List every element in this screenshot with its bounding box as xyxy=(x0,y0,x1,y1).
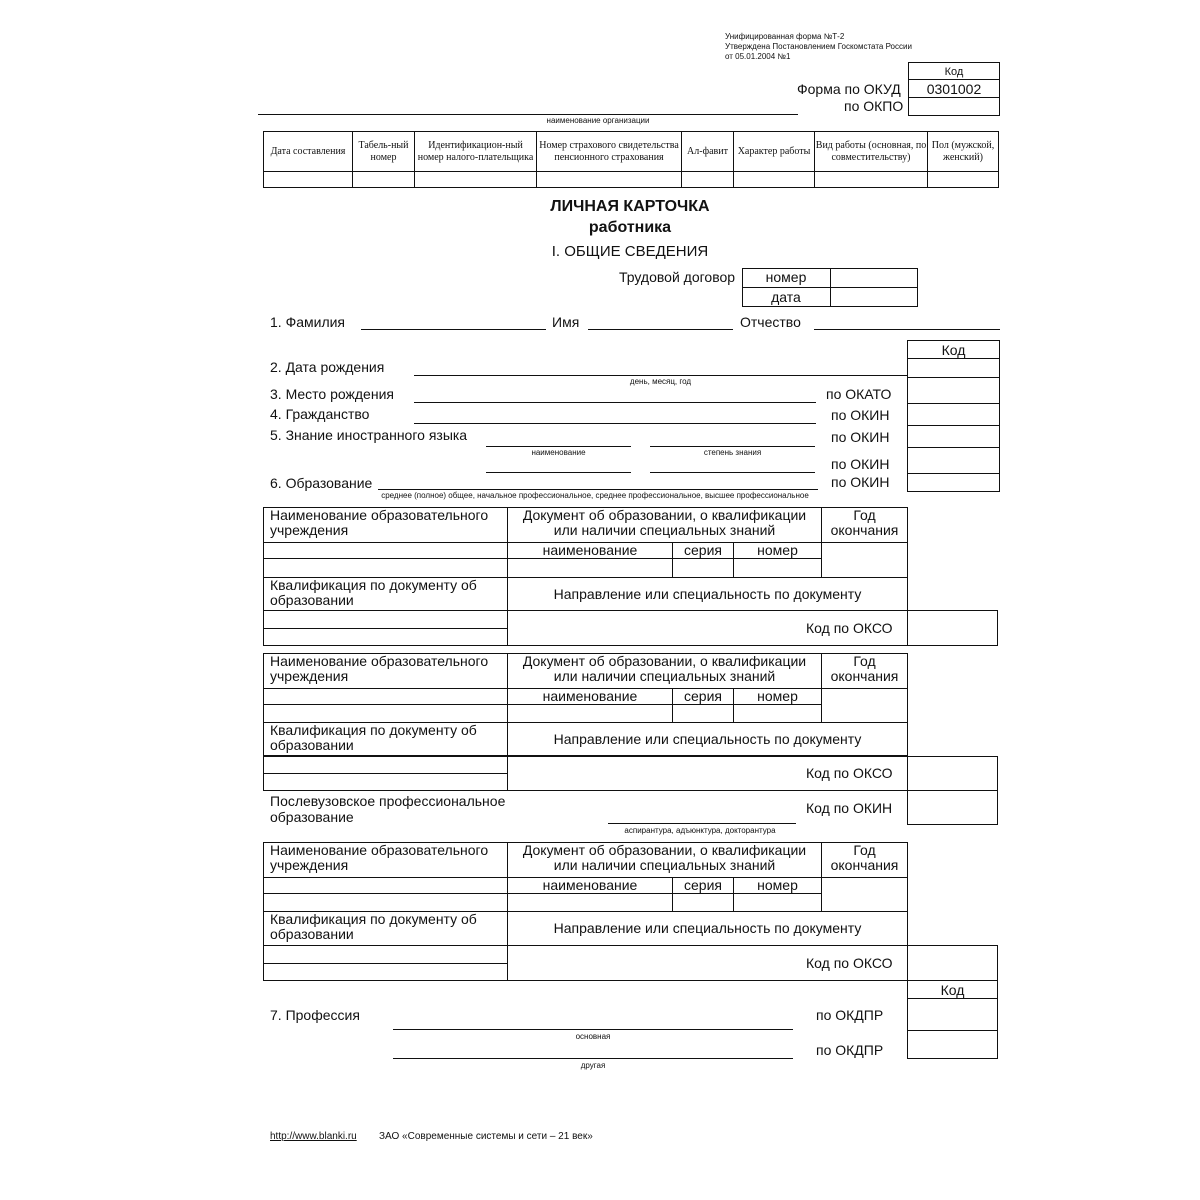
header-inn: Идентификацион-ный номер налого-плательщика xyxy=(417,139,534,163)
language-name-field[interactable] xyxy=(486,446,631,447)
postgrad-caption: аспирантура, адъюнктура, докторантура xyxy=(624,826,776,835)
card-title: ЛИЧНАЯ КАРТОЧКА xyxy=(550,198,710,215)
language-name-field-2[interactable] xyxy=(486,472,631,473)
institution-cell-2[interactable] xyxy=(264,894,508,912)
specialty-header: Направление или специальность по документу xyxy=(508,723,908,756)
cell-work-type[interactable] xyxy=(815,172,928,188)
qualification-header: Квалификация по документу об образовании xyxy=(264,723,508,756)
approved-note: Утверждена Постановлением Госкомстата России xyxy=(725,42,912,51)
contract-number-field[interactable] xyxy=(831,269,917,286)
document-header: Документ об образовании, о квалификации или наличии специальных знаний xyxy=(508,843,822,878)
header-work-type: Вид работы (основная, по совместительству) xyxy=(815,139,927,163)
language-level-field[interactable] xyxy=(650,446,815,447)
okso-label-3: Код по ОКСО xyxy=(806,955,893,971)
patronymic-label: Отчество xyxy=(740,314,801,330)
institution-cell[interactable] xyxy=(264,543,508,559)
qualification-header: Квалификация по документу об образовании xyxy=(264,578,508,611)
okpo-label: по ОКПО xyxy=(844,98,904,114)
doc-series-header: серия xyxy=(673,689,734,705)
year-cell[interactable] xyxy=(822,878,908,912)
profession-label: 7. Профессия xyxy=(270,1007,360,1023)
patronymic-field[interactable] xyxy=(814,329,1000,330)
organization-caption: наименование организации xyxy=(546,116,650,125)
profession-other-caption: другая xyxy=(580,1061,606,1070)
education-field[interactable] xyxy=(378,489,818,490)
header-alphabet: Ал-фавит xyxy=(687,145,728,157)
doc-number-header: номер xyxy=(734,689,822,705)
postgrad-field[interactable] xyxy=(608,823,796,824)
cell-tab-number[interactable] xyxy=(353,172,415,188)
institution-cell-2[interactable] xyxy=(264,559,508,578)
doc-series-cell[interactable] xyxy=(673,894,734,912)
doc-name-cell[interactable] xyxy=(508,705,673,723)
cell-alphabet[interactable] xyxy=(682,172,734,188)
doc-name-header: наименование xyxy=(508,543,673,559)
okud-value: 0301002 xyxy=(926,81,982,97)
okdpr-other-label: по ОКДПР xyxy=(816,1042,884,1058)
approved-date-note: от 05.01.2004 №1 xyxy=(725,52,791,61)
surname-label: 1. Фамилия xyxy=(270,314,346,330)
year-header: Год окончания xyxy=(822,508,908,543)
institution-header: Наименование образовательного учреждения xyxy=(264,508,508,543)
postgrad-label: Послевузовское профессиональное образование xyxy=(270,793,506,825)
postgrad-okin-label: Код по ОКИН xyxy=(806,800,893,816)
cell-work-character[interactable] xyxy=(734,172,815,188)
contract-date-field[interactable] xyxy=(831,288,917,306)
personal-code-label: Код xyxy=(941,342,966,358)
organization-line[interactable] xyxy=(258,114,798,115)
doc-name-header: наименование xyxy=(508,878,673,894)
cell-date[interactable] xyxy=(264,172,353,188)
birth-date-field[interactable] xyxy=(414,375,907,376)
citizenship-field[interactable] xyxy=(414,423,816,424)
header-work-character: Характер работы xyxy=(737,145,811,157)
citizenship-label: 4. Гражданство xyxy=(270,406,370,422)
profession-other-field[interactable] xyxy=(393,1058,793,1059)
year-header: Год окончания xyxy=(822,654,908,689)
header-snils: Номер страхового свидетельства пенсионного страхования xyxy=(539,139,679,163)
year-cell[interactable] xyxy=(822,689,908,723)
qualification-header: Квалификация по документу об образовании xyxy=(264,912,508,946)
education-block-3 xyxy=(263,842,908,946)
institution-header: Наименование образовательного учреждения xyxy=(264,654,508,689)
education-block-1 xyxy=(263,507,908,611)
section-title: I. ОБЩИЕ СВЕДЕНИЯ xyxy=(551,243,709,260)
education-block-2 xyxy=(263,653,908,756)
institution-cell-2[interactable] xyxy=(264,705,508,723)
language-level-field-2[interactable] xyxy=(650,472,815,473)
okin-language-label: по ОКИН xyxy=(831,429,890,445)
doc-name-cell[interactable] xyxy=(508,894,673,912)
surname-field[interactable] xyxy=(361,329,546,330)
document-header: Документ об образовании, о квалификации или наличии специальных знаний xyxy=(508,654,822,689)
document-header: Документ об образовании, о квалификации или наличии специальных знаний xyxy=(508,508,822,543)
birth-date-label: 2. Дата рождения xyxy=(270,359,385,375)
okso-label-2: Код по ОКСО xyxy=(806,765,893,781)
institution-cell[interactable] xyxy=(264,878,508,894)
okso-label-1: Код по ОКСО xyxy=(806,620,893,636)
doc-name-header: наименование xyxy=(508,689,673,705)
birth-place-field[interactable] xyxy=(414,402,816,403)
language-label: 5. Знание иностранного языка xyxy=(270,427,468,443)
okso-field-2[interactable] xyxy=(908,757,997,790)
cell-inn[interactable] xyxy=(415,172,537,188)
doc-number-cell[interactable] xyxy=(734,705,822,723)
unified-form-note: Унифицированная форма №Т-2 xyxy=(725,32,845,41)
doc-series-cell[interactable] xyxy=(673,559,734,578)
header-tab-number: Табель-ный номер xyxy=(358,139,409,163)
doc-series-cell[interactable] xyxy=(673,705,734,723)
institution-header: Наименование образовательного учреждения xyxy=(264,843,508,878)
language-level-caption: степень знания xyxy=(703,448,762,457)
contract-number-label: номер xyxy=(765,269,807,285)
okin-citizenship-label: по ОКИН xyxy=(831,407,890,423)
education-caption: среднее (полное) общее, начальное профессиональное, среднее профессиональное, высшее профессиональное xyxy=(381,491,809,500)
doc-number-header: номер xyxy=(734,543,822,559)
profession-code-label: Код xyxy=(940,982,965,998)
okin-education-label: по ОКИН xyxy=(831,474,890,490)
doc-series-header: серия xyxy=(673,878,734,894)
institution-cell[interactable] xyxy=(264,689,508,705)
profession-main-caption: основная xyxy=(575,1032,611,1041)
doc-number-cell[interactable] xyxy=(734,894,822,912)
doc-number-header: номер xyxy=(734,878,822,894)
footer-link[interactable]: http://www.blanki.ru xyxy=(270,1131,357,1142)
okin-language2-label: по ОКИН xyxy=(831,456,890,472)
language-name-caption: наименование xyxy=(531,448,586,457)
doc-name-cell[interactable] xyxy=(508,559,673,578)
contract-date-label: дата xyxy=(771,289,801,305)
cell-gender[interactable] xyxy=(928,172,999,188)
header-gender: Пол (мужской, женский) xyxy=(931,139,995,163)
birth-place-label: 3. Место рождения xyxy=(270,386,394,402)
year-header: Год окончания xyxy=(822,843,908,878)
contract-label: Трудовой договор xyxy=(619,269,736,285)
card-subtitle: работника xyxy=(588,219,672,236)
footer-company: ЗАО «Современные системы и сети – 21 век» xyxy=(379,1131,593,1142)
doc-series-header: серия xyxy=(673,543,734,559)
specialty-header: Направление или специальность по документу xyxy=(508,912,908,946)
name-field[interactable] xyxy=(588,329,733,330)
okud-label: Форма по ОКУД xyxy=(797,81,901,97)
okso-field-3[interactable] xyxy=(908,946,997,980)
header-date: Дата составления xyxy=(270,145,346,157)
cell-snils[interactable] xyxy=(537,172,682,188)
personal-codes-box xyxy=(907,340,1000,492)
name-label: Имя xyxy=(552,314,580,330)
okdpr-main-label: по ОКДПР xyxy=(816,1007,884,1023)
card-header-table xyxy=(263,131,999,188)
education-label: 6. Образование xyxy=(270,475,373,491)
code-column-label: Код xyxy=(944,66,964,78)
specialty-header: Направление или специальность по документу xyxy=(508,578,908,611)
postgrad-okin-field[interactable] xyxy=(907,790,998,825)
doc-number-cell[interactable] xyxy=(734,559,822,578)
okato-label: по ОКАТО xyxy=(826,386,892,402)
birth-date-caption: день, месяц, год xyxy=(629,377,692,386)
year-cell[interactable] xyxy=(822,543,908,578)
okso-field-1[interactable] xyxy=(908,611,997,645)
profession-main-field[interactable] xyxy=(393,1029,793,1030)
